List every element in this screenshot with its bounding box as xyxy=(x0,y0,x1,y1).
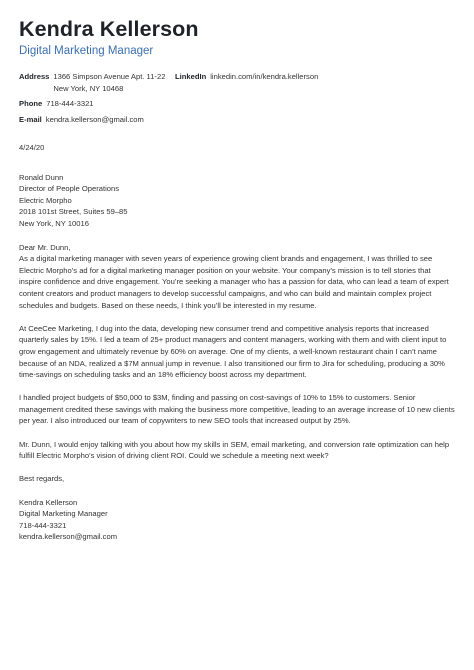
address-value xyxy=(53,71,165,94)
email-field xyxy=(19,114,144,126)
signature-name: Kendra Kellerson xyxy=(19,497,78,507)
email-label: E-mail xyxy=(19,114,42,124)
phone-field xyxy=(19,98,94,110)
closing: Best regards, xyxy=(19,474,65,484)
phone-value[interactable]: 718-444-3321 xyxy=(46,99,94,108)
recipient-block xyxy=(19,172,455,230)
address-label: Address xyxy=(19,72,50,81)
signature-phone: 718-444-3321 xyxy=(19,520,67,530)
recipient-street: 2018 101st Street, Suites 59–85 xyxy=(19,207,128,217)
body-paragraph-1: As a digital marketing manager with seven years of experience growing client brands and engagement, I was thrilled to see Electric Morpho’s ad for a digital marketing manager position on your website. Your company’s mission is to tell stories that inspire confidence and drive engagement. You’re seeking a manager who has a passion for data, who can lead a team of expert content creators and product managers to develop successful campaigns, and who can build and maintain complex project schedules and budgets. Based on these needs, I think you’ll be interested in my resume. xyxy=(19,254,449,310)
signature-email: kendra.kellerson@gmail.com xyxy=(19,532,118,542)
address-line-2: New York, NY 10468 xyxy=(53,83,124,93)
recipient-company: Electric Morpho xyxy=(19,195,72,205)
applicant-title: Digital Marketing Manager xyxy=(19,45,154,57)
applicant-name: Kendra Kellerson xyxy=(19,17,199,41)
body-paragraph-4: Mr. Dunn, I would enjoy talking with you about how my skills in SEM, email marketing, and conversion rate optimization can help fulfill Electric Morpho’s vision of driving client ROI. Could we schedule a meeting next week? xyxy=(19,439,450,461)
email-value[interactable]: kendra.kellerson@gmail.com xyxy=(45,114,144,124)
contact-block xyxy=(19,71,455,125)
linkedin-value[interactable]: linkedin.com/in/kendra.kellerson xyxy=(210,72,319,81)
signature-block xyxy=(19,497,455,543)
body-paragraph-2: At CeeCee Marketing, I dug into the data, developing new consumer trend and competitive analysis reports that increased quarterly sales by 15%. I led a team of 25+ product managers and content managers, working with them and with client input to grow engagement and ultimately revenue by 60% on average. One of my clients, a well-known restaurant chain I can’t name because of an NDA, realized a $7M annual jump in revenue. I also transitioned our firm to Jira for scheduling, producing a 30% time-savings on scheduling tasks and an 18% efficiency boost across my department. xyxy=(19,323,447,380)
recipient-city: New York, NY 10016 xyxy=(19,218,89,228)
signature-title: Digital Marketing Manager xyxy=(19,509,108,519)
body-paragraph-3: I handled project budgets of $50,000 to $3M, finding and passing on cost-savings of 10% to 15% to customers. Senior management credited these savings with making the business more competitive, leading to an average increase of 10 new clients per year. I also introduced our team of copywriters to new SEO tools that increased output by 25%. xyxy=(19,393,455,426)
letter-date: 4/24/20 xyxy=(19,143,45,152)
linkedin-label: LinkedIn xyxy=(175,72,207,81)
phone-label: Phone xyxy=(19,99,43,108)
salutation: Dear Mr. Dunn, xyxy=(19,242,71,252)
linkedin-field xyxy=(175,71,318,94)
recipient-title: Director of People Operations xyxy=(19,184,120,194)
letter-body xyxy=(19,253,455,462)
address-field xyxy=(19,71,175,94)
recipient-name: Ronald Dunn xyxy=(19,172,64,182)
address-line-1: 1366 Simpson Avenue Apt. 11-22 xyxy=(53,72,166,81)
